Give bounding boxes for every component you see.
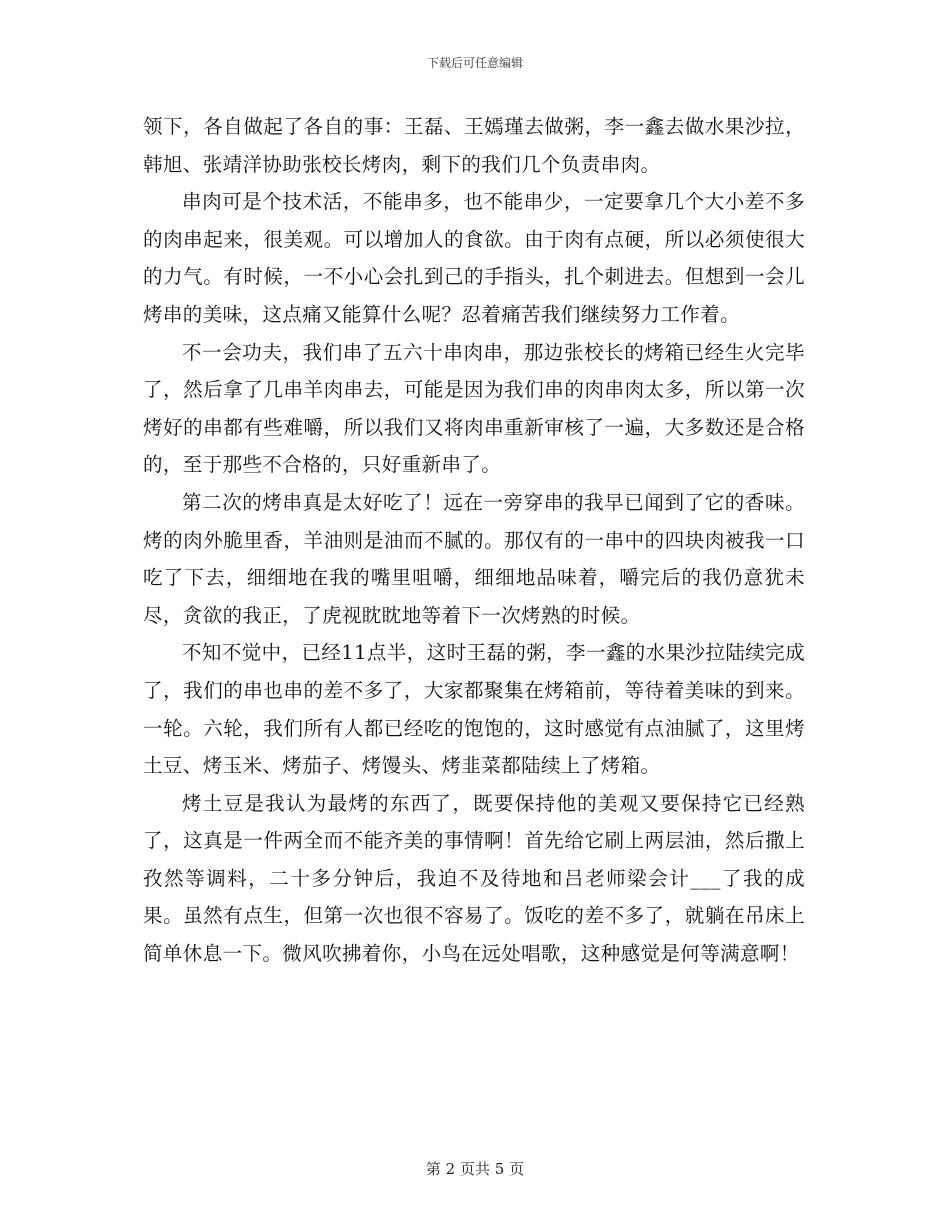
paragraph-2: 串肉可是个技术活，不能串多，也不能串少，一定要拿几个大小差不多的肉串起来，很美观。可以增加人的食欲。由于肉有点硬，所以必须使很大的力气。有时候，一不小心会扎到己的手指头，扎个刺进去。但想到一会儿烤串的美味，这点痛又能算什么呢？忍着痛苦我们继续努力工作着。	[143, 190, 805, 326]
document-body	[143, 108, 805, 973]
page-header: 下载后可任意编辑	[426, 56, 523, 70]
page-number-footer: 第 2 页共 5 页	[425, 1160, 525, 1178]
paragraph-5: 不知不觉中，已经11点半，这时王磊的粥，李一鑫的水果沙拉陆续完成了，我们的串也串的差不多了，大家都聚集在烤箱前，等待着美味的到来。一轮。六轮，我们所有人都已经吃的饱饱的，这时感觉有点油腻了，这里烤土豆、烤玉米、烤茄子、烤馒头、烤韭菜都陆续上了烤箱。	[143, 641, 805, 778]
paragraph-4: 第二次的烤串真是太好吃了！远在一旁穿串的我早已闻到了它的香味。烤的肉外脆里香，羊油则是油而不腻的。那仅有的一串中的四块肉被我一口吃了下去，细细地在我的嘴里咀嚼，细细地品味着，嚼完后的我仍意犹未尽，贪欲的我正，了虎视眈眈地等着下一次烤熟的时候。	[143, 490, 805, 627]
paragraph-1: 领下，各自做起了各自的事：王磊、王嫣瑾去做粥，李一鑫去做水果沙拉，韩旭、张靖洋协助张校长烤肉，剩下的我们几个负责串肉。	[143, 115, 805, 176]
paragraph-6: 烤土豆是我认为最烤的东西了，既要保持他的美观又要保持它已经熟了，这真是一件两全而不能齐美的事情啊！首先给它刷上两层油，然后撒上孜然等调料，二十多分钟后，我迫不及待地和吕老师梁会计___了我的成果。虽然有点生，但第一次也很不容易了。饭吃的差不多了，就躺在吊床上简单休息一下。微风吹拂着你，小鸟在远处唱歌，这种感觉是何等满意啊！	[143, 791, 805, 966]
paragraph-3: 不一会功夫，我们串了五六十串肉串，那边张校长的烤箱已经生火完毕了，然后拿了几串羊肉串去，可能是因为我们串的肉串肉太多，所以第一次烤好的串都有些难嚼，所以我们又将肉串重新审核了一遍，大多数还是合格的，至于那些不合格的，只好重新串了。	[143, 340, 805, 477]
